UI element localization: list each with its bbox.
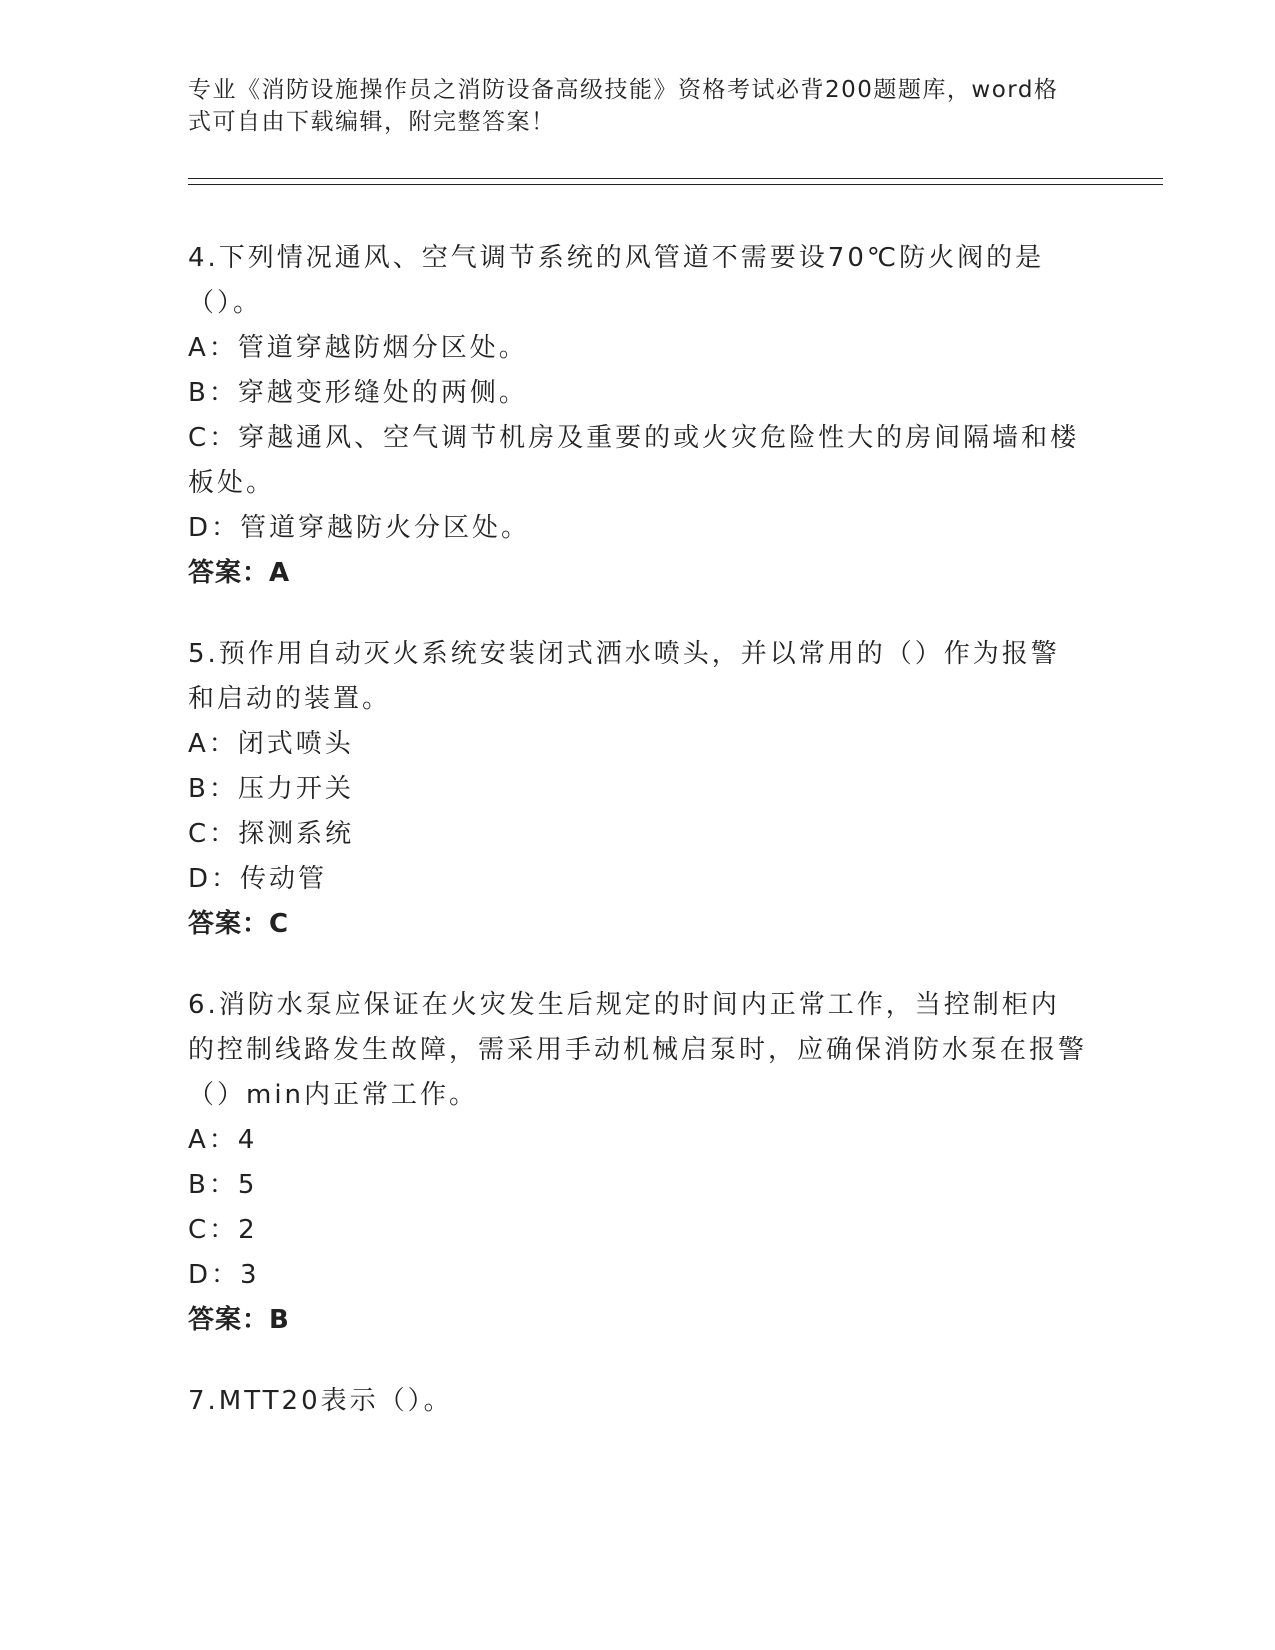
question-stem: 5.预作用自动灭火系统安装闭式洒水喷头，并以常用的（）作为报警和启动的装置。 (188, 639, 1060, 714)
question-list (188, 236, 1088, 1460)
question-6 (188, 983, 1088, 1343)
option-d: D：3 (188, 1260, 260, 1290)
question-stem: 6.消防水泵应保证在火灾发生后规定的时间内正常工作，当控制柜内的控制线路发生故障，需采用手动机械启泵时，应确保消防水泵在报警（）min内正常工作。 (188, 990, 1088, 1110)
header-divider-bottom (188, 184, 1163, 185)
option-b: B：穿越变形缝处的两侧。 (188, 378, 528, 408)
answer: 答案：B (188, 1305, 290, 1335)
option-c: C：2 (188, 1215, 258, 1245)
header-divider-top (188, 178, 1163, 179)
option-c: C：穿越通风、空气调节机房及重要的或火灾危险性大的房间隔墙和楼板处。 (188, 423, 1080, 498)
question-4 (188, 236, 1088, 596)
document-header: 专业《消防设施操作员之消防设备高级技能》资格考试必背200题题库，word格式可自由下载编辑，附完整答案！ (188, 77, 1059, 135)
option-d: D：管道穿越防火分区处。 (188, 513, 531, 543)
question-5 (188, 632, 1088, 947)
question-stem: 4.下列情况通风、空气调节系统的风管道不需要设70℃防火阀的是（）。 (188, 243, 1045, 318)
option-b: B：压力开关 (188, 774, 354, 804)
option-a: A：闭式喷头 (188, 729, 354, 759)
answer: 答案：C (188, 909, 290, 939)
answer: 答案：A (188, 558, 291, 588)
option-d: D：传动管 (188, 864, 328, 894)
option-a: A：4 (188, 1125, 258, 1155)
option-c: C：探测系统 (188, 819, 355, 849)
question-stem: 7.MTT20表示（）。 (188, 1386, 453, 1416)
option-b: B：5 (188, 1170, 258, 1200)
question-7 (188, 1379, 1088, 1424)
option-a: A：管道穿越防烟分区处。 (188, 333, 528, 363)
